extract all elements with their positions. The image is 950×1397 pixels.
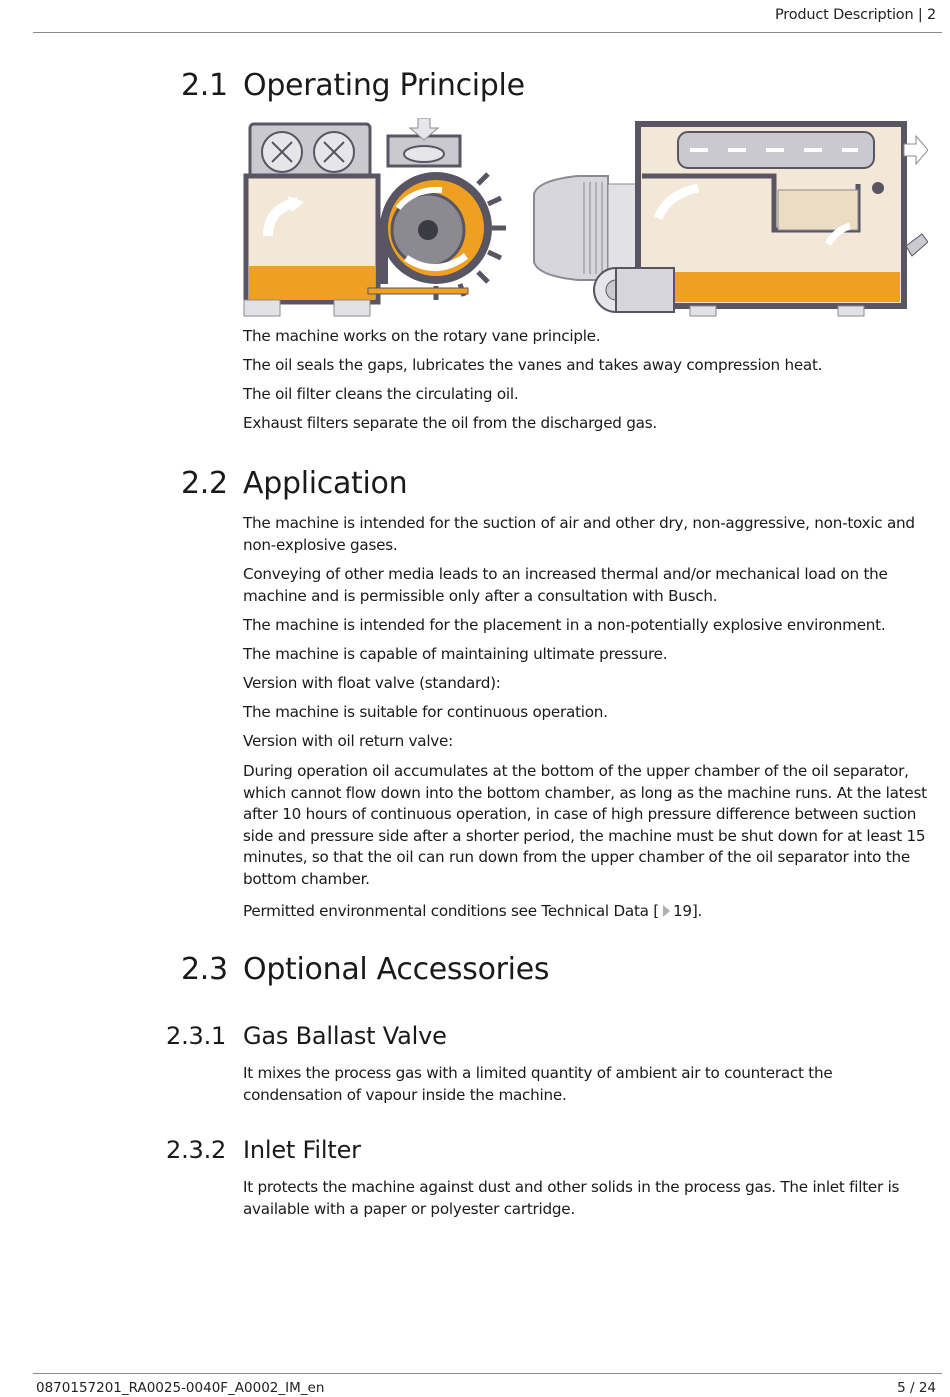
- section-title: Optional Accessories: [243, 952, 550, 987]
- operating-principle-figure: [238, 118, 928, 327]
- environment-text: Permitted environmental conditions see: [243, 902, 542, 920]
- section-number: 2.3: [181, 952, 228, 987]
- page-reference[interactable]: 19: [672, 902, 692, 920]
- header-rule: [33, 32, 942, 33]
- paragraph: The machine is intended for the suction of air and other dry, non-aggressive, non-toxic and non-explosive gases.: [243, 514, 915, 554]
- document-id: 0870157201_RA0025-0040F_A0002_IM_en: [36, 1380, 325, 1396]
- side-view-illustration: [534, 124, 928, 316]
- technical-data-link[interactable]: Technical Data: [541, 902, 649, 920]
- paragraph: Version with oil return valve:: [243, 732, 454, 750]
- paragraph: The machine is intended for the placement in a non-potentially explosive environment.: [243, 616, 886, 634]
- bracket-close: ].: [691, 902, 703, 920]
- cross-reference-arrow-icon: [663, 905, 670, 917]
- paragraph: The machine works on the rotary vane principle.: [243, 327, 601, 345]
- environment-paragraph: [243, 901, 933, 923]
- paragraph: The machine is capable of maintaining ultimate pressure.: [243, 645, 668, 663]
- paragraph: Exhaust filters separate the oil from the discharged gas.: [243, 414, 657, 432]
- subsection-title: Inlet Filter: [243, 1136, 361, 1164]
- section-title: Application: [243, 466, 408, 501]
- subsection-title: Gas Ballast Valve: [243, 1022, 447, 1050]
- paragraph: It mixes the process gas with a limited quantity of ambient air to counteract the condensation of vapour inside the machine.: [243, 1064, 833, 1104]
- section-title: Operating Principle: [243, 68, 525, 103]
- bracket-open: [: [653, 902, 659, 920]
- section-number: 2.1: [181, 68, 228, 103]
- subsection-number: 2.3.1: [166, 1022, 227, 1050]
- paragraph: The oil filter cleans the circulating oil.: [243, 385, 519, 403]
- footer-rule: [33, 1373, 942, 1374]
- subsection-number: 2.3.2: [166, 1136, 227, 1164]
- paragraph: The machine is suitable for continuous operation.: [243, 703, 608, 721]
- cross-section-illustration: [244, 118, 506, 316]
- paragraph: Version with float valve (standard):: [243, 674, 501, 692]
- paragraph: Conveying of other media leads to an increased thermal and/or mechanical load on the machine and is permissible only after a consultation with Busch.: [243, 565, 888, 605]
- page-number: 5 / 24: [897, 1380, 936, 1396]
- paragraph: During operation oil accumulates at the bottom of the upper chamber of the oil separator, which cannot flow down into the bottom chamber, as long as the machine runs. At the latest after 10 hours of continuous operation, in case of high pressure difference between suction side and pressure side after a shorter period, the machine must be shut down for at least 15 minutes, so that the oil can run down from the upper chamber of the oil separator into the bottom chamber.: [243, 762, 927, 888]
- paragraph: The oil seals the gaps, lubricates the vanes and takes away compression heat.: [243, 356, 823, 374]
- section-number: 2.2: [181, 466, 228, 501]
- paragraph: It protects the machine against dust and other solids in the process gas. The inlet filter is available with a paper or polyester cartridge.: [243, 1178, 900, 1218]
- header-text: Product Description | 2: [775, 7, 936, 23]
